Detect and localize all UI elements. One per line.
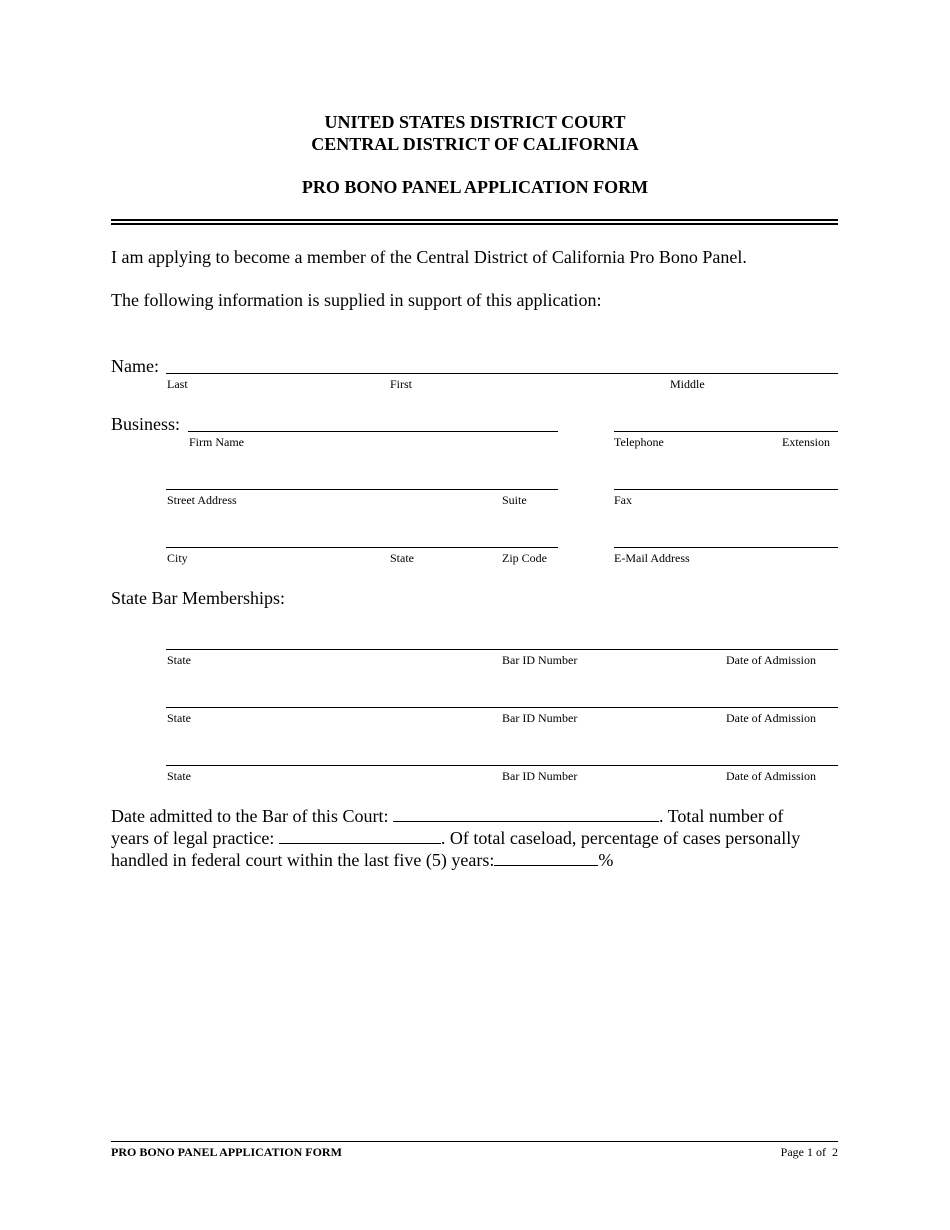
firm-name-field[interactable] [188,431,558,432]
street-address-label: Street Address [167,493,237,507]
state-bar-memberships-label: State Bar Memberships: [111,588,285,608]
name-field[interactable] [166,373,838,374]
city-label: City [167,551,188,565]
fax-label: Fax [614,493,632,507]
bar-row-3-date-label: Date of Admission [726,769,816,783]
court-name-line1: UNITED STATES DISTRICT COURT [324,112,626,132]
court-name-line2: CENTRAL DISTRICT OF CALIFORNIA [311,134,639,154]
extension-label: Extension [782,435,830,449]
name-label: Name: [111,356,159,376]
federal-percentage-label: handled in federal court within the last five (5) years: [111,850,495,870]
state-label: State [390,551,414,565]
intro-support-statement: The following information is supplied in support of this application: [111,290,602,310]
bar-row-3-state-label: State [167,769,191,783]
bar-row-2-state-label: State [167,711,191,725]
business-label: Business: [111,414,181,434]
caseload-label: . Of total caseload, percentage of cases personally [440,828,801,848]
percent-sign: % [598,850,614,870]
header-divider-top [111,219,838,221]
federal-percentage-field[interactable] [494,851,598,866]
telephone-label: Telephone [614,435,664,449]
date-admitted-field[interactable] [393,807,659,822]
name-last-label: Last [167,377,188,391]
telephone-field[interactable] [614,431,838,432]
years-practice-field[interactable] [279,829,441,844]
zip-code-label: Zip Code [502,551,547,565]
email-label: E-Mail Address [614,551,690,565]
intro-statement: I am applying to become a member of the Central District of California Pro Bono Panel. [111,247,747,267]
bar-row-2-id-label: Bar ID Number [502,711,578,725]
name-first-label: First [390,377,413,391]
bar-membership-row-2-field[interactable] [166,707,838,708]
bar-row-1-id-label: Bar ID Number [502,653,578,667]
bar-row-1-state-label: State [167,653,191,667]
footer-divider [111,1141,838,1142]
bar-membership-row-1-field[interactable] [166,649,838,650]
practice-paragraph [111,805,841,871]
bar-row-3-id-label: Bar ID Number [502,769,578,783]
bar-row-2-date-label: Date of Admission [726,711,816,725]
footer-form-title: PRO BONO PANEL APPLICATION FORM [111,1145,342,1159]
total-years-label: . Total number of [658,806,784,826]
bar-membership-row-3-field[interactable] [166,765,838,766]
suite-label: Suite [502,493,527,507]
email-field[interactable] [614,547,838,548]
form-title: PRO BONO PANEL APPLICATION FORM [301,177,649,197]
fax-field[interactable] [614,489,838,490]
street-address-field[interactable] [166,489,558,490]
footer-page-number: Page 1 of 2 [780,1145,838,1159]
years-practice-label: years of legal practice: [111,828,279,848]
city-state-zip-field[interactable] [166,547,558,548]
header-divider-bottom [111,223,838,225]
bar-row-1-date-label: Date of Admission [726,653,816,667]
name-middle-label: Middle [670,377,705,391]
firm-name-label: Firm Name [189,435,244,449]
date-admitted-label: Date admitted to the Bar of this Court: [111,806,393,826]
